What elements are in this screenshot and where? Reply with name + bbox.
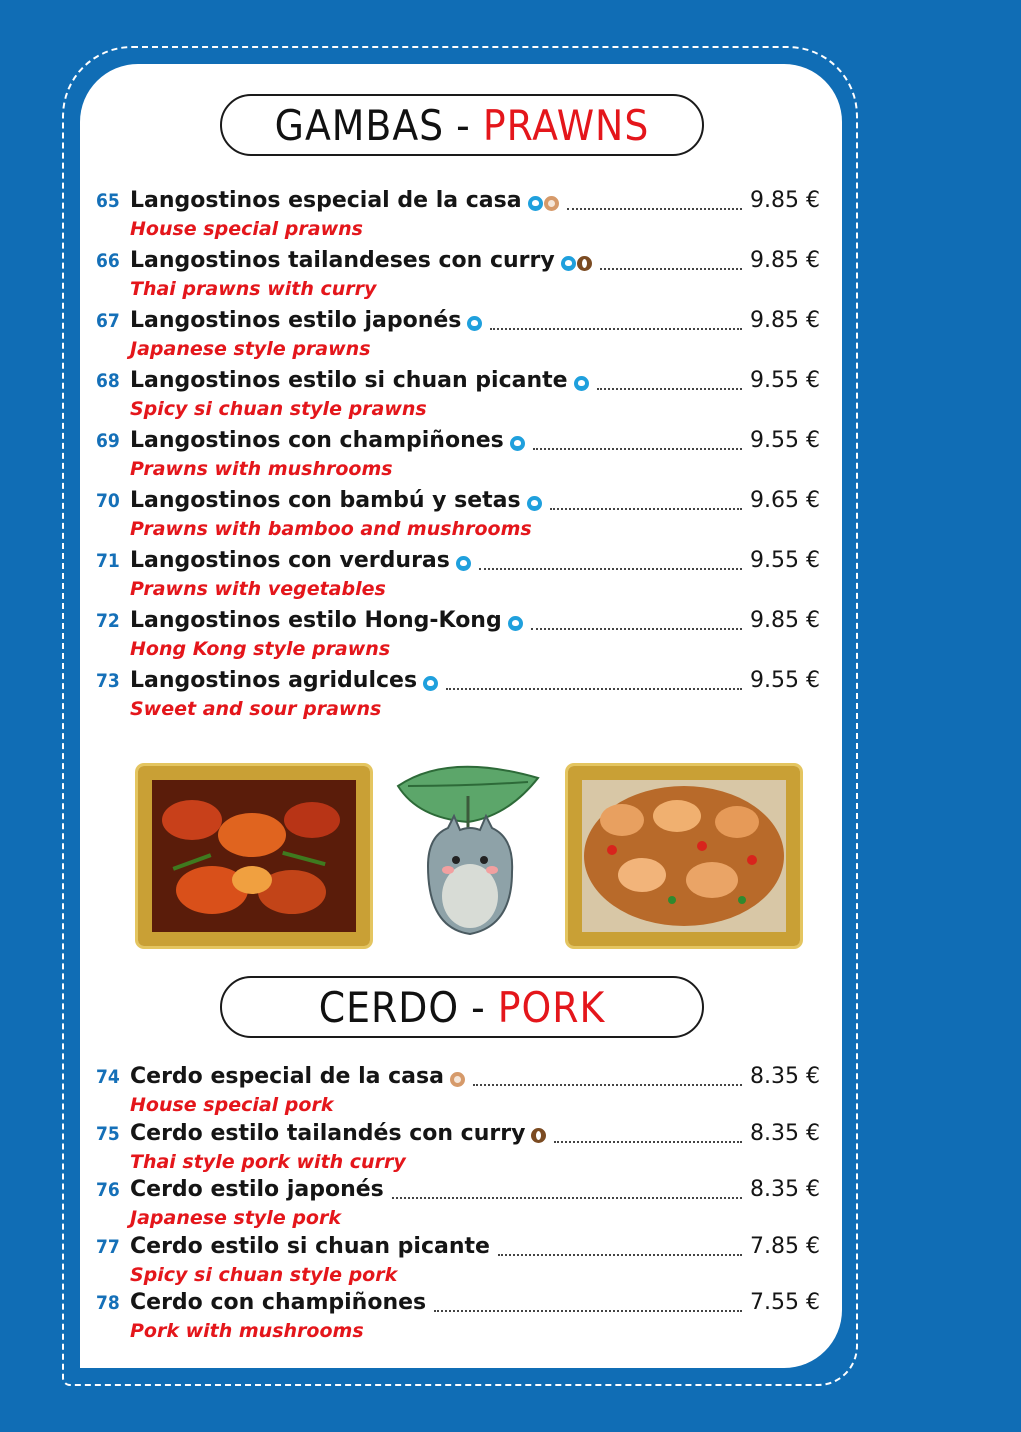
menu-item [96, 308, 820, 360]
allergen-icons [467, 316, 482, 331]
item-price: 8.35 € [750, 1120, 820, 1146]
menu-item [96, 608, 820, 660]
blue-allergen-icon [561, 256, 576, 271]
menu-item [96, 1290, 820, 1342]
item-number: 68 [96, 370, 120, 392]
item-number: 76 [96, 1179, 120, 1201]
item-number: 75 [96, 1122, 120, 1145]
menu-item [96, 368, 820, 420]
allergen-icons [508, 616, 523, 631]
menu-item [96, 488, 820, 540]
section-header-pork [220, 976, 704, 1038]
item-name-en: Prawns with vegetables [130, 578, 386, 600]
item-name-es: Cerdo especial de la casa [130, 1064, 444, 1089]
allergen-icons [527, 496, 542, 511]
dotted-leader [533, 447, 742, 450]
menu-item-row [96, 488, 820, 518]
dotted-leader [498, 1253, 742, 1256]
menu-item-row [96, 1234, 820, 1264]
brown-allergen-icon [531, 1128, 546, 1143]
item-name-en: House special pork [130, 1094, 334, 1116]
dotted-leader [567, 207, 742, 210]
item-name-en: Japanese style pork [130, 1207, 341, 1229]
item-number: 66 [96, 250, 120, 272]
dotted-leader [531, 627, 742, 630]
allergen-icons [574, 376, 589, 391]
item-number: 72 [96, 610, 120, 632]
item-name-es: Langostinos tailandeses con curry [130, 248, 555, 273]
mascot-with-leaf [388, 756, 552, 948]
section-title-en: PORK [497, 982, 606, 1032]
item-number: 77 [96, 1235, 120, 1258]
allergen-icons [450, 1072, 465, 1087]
dotted-leader [392, 1196, 742, 1199]
blue-allergen-icon [527, 496, 542, 511]
item-price: 8.35 € [750, 1177, 820, 1202]
item-price: 9.85 € [750, 308, 820, 333]
blue-allergen-icon [508, 616, 523, 631]
dotted-leader [600, 267, 742, 270]
allergen-icons [456, 556, 471, 571]
menu-item-row [96, 188, 820, 218]
dotted-leader [479, 567, 742, 570]
menu-item [96, 1177, 820, 1229]
item-price: 9.55 € [750, 428, 820, 453]
menu-item-row [96, 1177, 820, 1207]
item-name-es: Langostinos estilo japonés [130, 308, 462, 333]
item-price: 9.55 € [750, 368, 820, 393]
item-number: 78 [96, 1292, 120, 1314]
dotted-leader [550, 507, 742, 510]
item-price: 9.55 € [750, 548, 820, 573]
dotted-leader [490, 327, 742, 330]
item-name-es: Langostinos con bambú y setas [130, 488, 521, 513]
menu-item-row [96, 1121, 820, 1151]
dotted-leader [446, 687, 742, 690]
dotted-leader [554, 1140, 742, 1143]
menu-item [96, 1121, 820, 1173]
section-title-separator: - [456, 100, 471, 150]
blue-allergen-icon [467, 316, 482, 331]
item-name-es: Langostinos estilo Hong-Kong [130, 608, 502, 633]
item-price: 9.55 € [750, 668, 820, 693]
menu-item-row [96, 548, 820, 578]
prawns-with-peppers-photo [582, 780, 786, 932]
dotted-leader [434, 1309, 742, 1312]
spicy-prawns-photo [152, 780, 356, 932]
menu-item-row [96, 668, 820, 698]
allergen-icons [528, 196, 559, 211]
item-name-en: Sweet and sour prawns [130, 698, 382, 720]
allergen-icons [510, 436, 525, 451]
item-name-en: House special prawns [130, 218, 363, 240]
allergen-icons [531, 1128, 546, 1143]
dotted-leader [473, 1083, 742, 1086]
item-name-en: Hong Kong style prawns [130, 638, 391, 660]
menu-item [96, 548, 820, 600]
item-name-en: Prawns with bamboo and mushrooms [130, 518, 532, 540]
tan-allergen-icon [544, 196, 559, 211]
item-name-es: Langostinos estilo si chuan picante [130, 368, 568, 393]
dotted-leader [597, 387, 742, 390]
blue-allergen-icon [423, 676, 438, 691]
menu-item [96, 248, 820, 300]
menu-item-row [96, 608, 820, 638]
section-title-separator: - [471, 982, 486, 1032]
brown-allergen-icon [577, 256, 592, 271]
blue-allergen-icon [510, 436, 525, 451]
menu-item [96, 1064, 820, 1116]
menu-item-row [96, 368, 820, 398]
item-name-es: Langostinos con verduras [130, 548, 450, 573]
item-price: 9.85 € [750, 188, 820, 213]
item-name-en: Prawns with mushrooms [130, 458, 393, 480]
menu-item-row [96, 428, 820, 458]
section-title-en: PRAWNS [482, 100, 650, 150]
item-name-es: Cerdo estilo tailandés con curry [130, 1120, 526, 1146]
item-price: 9.85 € [750, 608, 820, 633]
item-name-es: Cerdo estilo japonés [130, 1177, 384, 1202]
menu-item-row [96, 1290, 820, 1320]
tan-allergen-icon [450, 1072, 465, 1087]
item-price: 7.85 € [750, 1233, 820, 1259]
item-number: 74 [96, 1066, 120, 1088]
item-price: 9.65 € [750, 488, 820, 513]
item-name-en: Pork with mushrooms [130, 1320, 364, 1342]
item-number: 73 [96, 670, 120, 692]
item-name-es: Cerdo estilo si chuan picante [130, 1233, 490, 1259]
item-name-en: Spicy si chuan style pork [130, 1263, 398, 1286]
item-name-en: Thai style pork with curry [130, 1150, 406, 1173]
menu-item-row [96, 308, 820, 338]
item-name-en: Japanese style prawns [130, 338, 371, 360]
item-number: 70 [96, 490, 120, 512]
item-price: 9.85 € [750, 248, 820, 273]
blue-allergen-icon [574, 376, 589, 391]
item-number: 65 [96, 190, 120, 212]
prawns-with-peppers-photo-frame [568, 766, 800, 946]
item-name-en: Thai prawns with curry [130, 278, 377, 300]
item-price: 8.35 € [750, 1064, 820, 1089]
blue-allergen-icon [456, 556, 471, 571]
menu-item [96, 428, 820, 480]
item-number: 69 [96, 430, 120, 452]
allergen-icons [561, 256, 592, 271]
menu-item [96, 1234, 820, 1286]
item-number: 67 [96, 310, 120, 332]
menu-item-row [96, 1064, 820, 1094]
spicy-prawns-photo-frame [138, 766, 370, 946]
item-name-en: Spicy si chuan style prawns [130, 398, 427, 420]
item-name-es: Cerdo con champiñones [130, 1290, 427, 1315]
section-header-prawns [220, 94, 704, 156]
section-title-es: GAMBAS [274, 100, 445, 150]
item-name-es: Langostinos con champiñones [130, 428, 504, 453]
item-number: 71 [96, 550, 120, 572]
item-price: 7.55 € [750, 1290, 820, 1315]
section-title-es: CERDO [318, 982, 460, 1032]
menu-item [96, 188, 820, 240]
menu-item-row [96, 248, 820, 278]
menu-item [96, 668, 820, 720]
item-name-es: Langostinos especial de la casa [130, 188, 522, 213]
item-name-es: Langostinos agridulces [130, 668, 418, 693]
blue-allergen-icon [528, 196, 543, 211]
allergen-icons [423, 676, 438, 691]
